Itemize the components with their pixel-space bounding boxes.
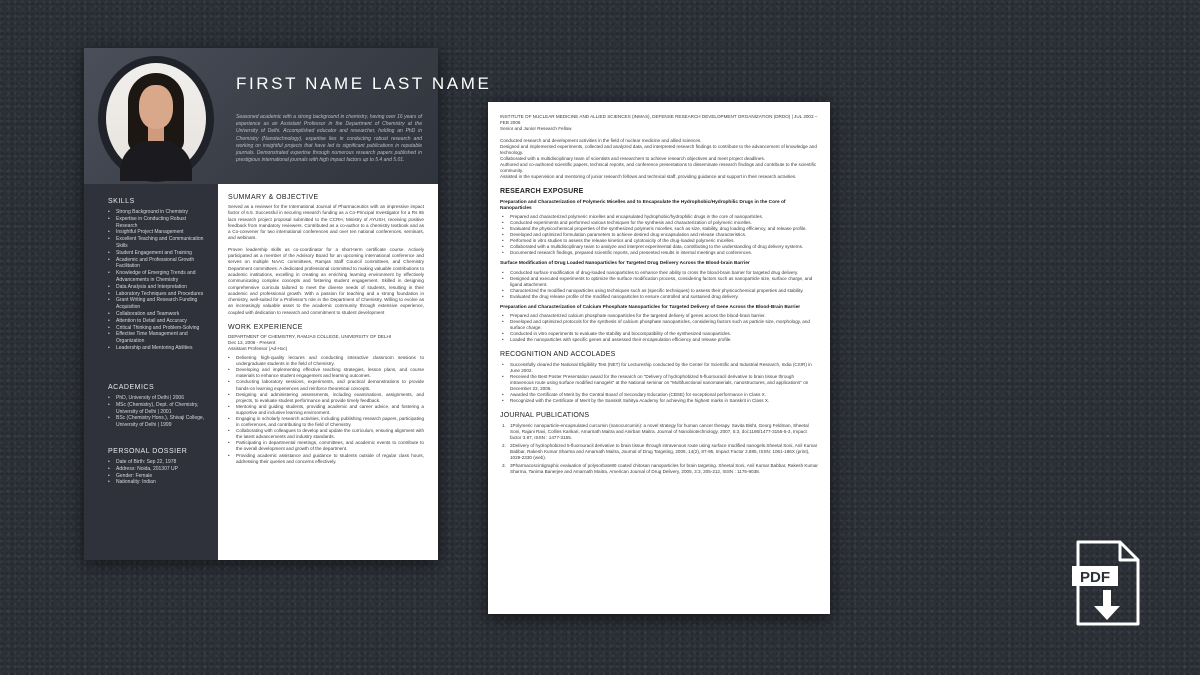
skills-list xyxy=(108,209,208,352)
dossier-list xyxy=(108,459,208,486)
inmas-duty-line: Collaborated with a multidisciplinary team of scientists and researchers to achieve research objectives and meet project deadlines. xyxy=(500,156,766,161)
skill-item: • Academic and Professional Growth Facilitation xyxy=(108,257,208,271)
skills-title: SKILLS xyxy=(108,198,135,205)
skill-item: • Effective Time Management and Organization xyxy=(108,331,208,345)
project-item: • Evaluated the drug release profile of the modified nanoparticles to ensure controlled and sustained drug delivery. xyxy=(500,294,818,300)
work-dates: Dec 13, 2006 - Present xyxy=(228,340,276,346)
project-items xyxy=(500,270,818,300)
inmas-duty-line: Assisted in the supervision and mentoring of junior research fellows and technical staff, providing guidance and support in their research activities. xyxy=(500,174,797,179)
header-summary: Seasoned academic with a strong background in chemistry, having over 16 years of experience as an Assistant Professor in the Department of Chemistry at the University of Delhi. Accomplished educator and researcher, holding an PhD in Chemistry (Nanotechnology), expertise lies in conducting robust research and working on insightful projects that have led to significant publications in reputable journals. Demonstrated expertise through numerous research papers published in prestigious international journals with high impact factors up to 5.4 and 5.01. xyxy=(236,114,422,164)
work-org: DEPARTMENT OF CHEMISTRY, RAMJAS COLLEGE, UNIVERSITY OF DELHI xyxy=(228,334,392,340)
resume-main-column xyxy=(228,194,424,465)
project-item: • Prepared and characterized polymeric micelles and encapsulated hydrophobic/hydrophilic drugs in the core of nanoparticles. xyxy=(500,214,818,220)
publication-item xyxy=(500,463,818,475)
project-item: • Evaluated the physicochemical properties of the synthesized polymeric micelles, such as size, stability, drug loading efficiency, and release profile. xyxy=(500,226,818,232)
publication-text: 1Polymeric nanoparticle-encapsulated curcumin (nanocurcumin): a novel strategy for human cancer therapy. Savita Bisht, Georg Feldman, Sheetal Soni, Rajani Ravi, Collins Karikari, Amarnath Maitra and Anirban Maitra. Journal of Nanobiotechnology, 2007, 5:3, doi:1186/1477-3155-5-3, Impact factor 3.87, ISSN : 1477-3155. xyxy=(510,422,809,440)
recognition-item: • Recognized with the Certificate of Merit by the Sanskrit Sahitya Academy for achieving the highest marks in Sanskrit in Class X. xyxy=(500,398,818,404)
research-exposure-title: RESEARCH EXPOSURE xyxy=(500,188,584,195)
academics-title: ACADEMICS xyxy=(108,384,155,391)
project-item: • Conducted experiments and performed various techniques for the synthesis and characterization of polymeric micelles. xyxy=(500,220,818,226)
skill-item: • Leadership and Mentoring Abilities xyxy=(108,345,208,352)
project-item: • Characterized the modified nanoparticles using techniques such as (specific techniques) to assess their physicochemical properties and stability. xyxy=(500,288,818,294)
skills-section xyxy=(108,198,208,352)
pdf-label: PDF xyxy=(1080,569,1110,586)
inmas-duty-line: Authored and co-authored scientific papers, technical reports, and conference presentations to disseminate research findings and contribute to the scientific community. xyxy=(500,162,817,173)
recognition-item: • Received the Best Poster Presentation award for the research on "Delivery of hydrophobized 5-fluorouracil derivative to brain tissue through intravenous route using surface modified nanogels" at the National seminar on "Multifunctional nanomaterials, nanostructures, and applications" on December 23, 2006. xyxy=(500,374,818,392)
project-items xyxy=(500,313,818,343)
inmas-role: Senior and Junior Research Fellow xyxy=(500,126,572,131)
profile-photo xyxy=(106,63,206,174)
recognition-title: RECOGNITION AND ACCOLADES xyxy=(500,350,616,358)
work-experience-title: WORK EXPERIENCE xyxy=(228,324,303,332)
skill-item: • Collaboration and Teamwork xyxy=(108,311,208,318)
project-item: • Documented research findings, prepared scientific reports, and presented results in internal meetings and conferences. xyxy=(500,250,818,256)
recognition-item: • Awarded the Certificate of Merit by the Central Board of Secondary Education (CBSE) for exceptional performance in Class X. xyxy=(500,392,818,398)
work-duty-item: • Delivering high-quality lectures and conducting interactive classroom sessions to undergraduate students in the field of Chemistry. xyxy=(228,355,424,367)
work-role: Assistant Professor (Ad-Hoc) xyxy=(228,346,288,352)
publication-item xyxy=(500,443,818,461)
work-duty-item: • Conducting laboratory sessions, experiments, and practical demonstrations to provide hands-on learning experiences and reinforce theoretical concepts. xyxy=(228,379,424,391)
work-duty-item: • Collaborating with colleagues to develop and update the curriculum, ensuring alignment with the latest advancements and industry standards. xyxy=(228,428,424,440)
dossier-item: • Nationality: Indian xyxy=(108,479,208,486)
project-item: • Collaborated with a multidisciplinary team to analyze and interpret experimental data, contributing to the understanding of drug delivery systems. xyxy=(500,244,818,250)
summary-objective-title: SUMMARY & OBJECTIVE xyxy=(228,194,319,201)
project-title: Preparation and Characterization of Calcium Phosphate Nanoparticles for Targeted Delivery of Gene Across the Blood-Brain Barrier xyxy=(500,304,801,310)
project-item: • Conducted in vitro experiments to evaluate the stability and biocompatibility of the synthesized nanoparticles. xyxy=(500,331,818,337)
project-title: Preparation and Characterization of Polymeric Micelles and to Encapsulate the Hydrophobic/Hydrophilic Drugs in the Core of Nanoparticles xyxy=(500,200,786,212)
academics-section xyxy=(108,384,208,429)
publication-text: 2Delivery of hydrophobized 5-fluorouracil derivative to brain tissue through intravenous route using surface modified nanogels.Sheetal Soni, Anil Kumar Babbar, Rakesh Kumar Sharma and Amarnath Maitra, Journal of Drug Targeting, 2006, 14(2), 87-95, Impact Factor 2.885, ISSN: 1061-186X (print), 1029-2330 (web). xyxy=(510,442,818,460)
project-items xyxy=(500,214,818,256)
resume-page-2 xyxy=(488,102,830,614)
page2-content xyxy=(500,114,818,477)
project-item: • Developed and optimized formulation parameters to achieve desired drug encapsulation and release characteristics. xyxy=(500,232,818,238)
skill-item: • Critical Thinking and Problem-Solving xyxy=(108,325,208,332)
work-duty-item: • Designing and administering assessments, including examinations, assignments, and projects, to evaluate student performance and provide timely feedback. xyxy=(228,392,424,404)
work-duty-item: • Mentoring and guiding students, providing academic and career advice, and fostering a supportive and inclusive learning environment. xyxy=(228,404,424,416)
work-duty-item: • Engaging in scholarly research activities, including publishing research papers, participating in conferences, and contributing to the field of Chemistry. xyxy=(228,416,424,428)
skill-item: • Excellent Teaching and Communication Skills xyxy=(108,236,208,250)
skill-item: • Knowledge of Emerging Trends and Advancements in Chemistry xyxy=(108,270,208,284)
skill-item: • Student Engagement and Training xyxy=(108,250,208,257)
inmas-duty-line: Designed and implemented experiments, collected and analyzed data, and interpreted research findings to contribute to the advancement of knowledge and technology. xyxy=(500,144,817,155)
candidate-name: FIRST NAME LAST NAME xyxy=(236,74,492,93)
resume-sidebar xyxy=(84,184,218,560)
dossier-item: • Address: Noida, 201307 UP xyxy=(108,466,208,473)
academics-list xyxy=(108,395,208,429)
skill-item: • Strong Background in Chemistry xyxy=(108,209,208,216)
project-item: • Performed in vitro studies to assess the release kinetics and cytotoxicity of the drug-loaded polymeric micelles. xyxy=(500,238,818,244)
inmas-org: INSTITUTE OF NUCLEAR MEDICINE AND ALLIED SCIENCES (INMAS), DEFENSE RESEARCH DEVELOPMENT ORGANIZATION (DRDO) | JUL 2003 – FEB 2006 xyxy=(500,114,818,125)
work-duty-item: • Developing and implementing effective teaching strategies, lesson plans, and course materials to enhance student engagement and learning outcomes. xyxy=(228,367,424,379)
skill-item: • Insightful Project Management xyxy=(108,229,208,236)
recognition-list xyxy=(500,362,818,404)
project-item: • Conducted surface modification of drug-loaded nanoparticles to enhance their ability to cross the blood-brain barrier for targeted drug delivery. xyxy=(500,270,818,276)
dossier-section xyxy=(108,448,208,486)
pdf-download-icon[interactable] xyxy=(1072,540,1142,628)
skill-item: • Attention to Detail and Accuracy xyxy=(108,318,208,325)
project-item: • Prepared and characterized calcium phosphate nanoparticles for the targeted delivery of genes across the blood-brain barrier. xyxy=(500,313,818,319)
skill-item: • Expertise in Conducting Robust Research xyxy=(108,216,208,230)
skill-item: • Grant Writing and Research Funding Acquisition xyxy=(108,297,208,311)
inmas-duties xyxy=(500,138,818,180)
dossier-title: PERSONAL DOSSIER xyxy=(108,448,188,455)
research-projects xyxy=(500,200,818,343)
publication-number: 3. xyxy=(502,462,506,468)
skill-item: • Data Analysis and Interpretation xyxy=(108,284,208,291)
resume-header xyxy=(84,48,492,184)
resume-page-1 xyxy=(84,48,492,560)
publication-number: 1. xyxy=(502,422,506,428)
dossier-item: • Gender: Female xyxy=(108,473,208,480)
publication-text: 3Pharmacoscintigraphic evaluation of polysorbate80 coated chitosan nanoparticles for brain targeting. Sheetal Soni, Anil Kumar Babbar, Rakesh Kumar Sharma, Tanima Banerjee and Amarnath Maitra, American Journal of Drug Delivery, 2005, 3:3, 205-212, ISSN : 1175-9038. xyxy=(510,462,818,474)
recognition-item: • Successfully cleared the National Eligibility Test (NET) for Lectureship conducted by the Center for Scientific and Industrial Research, India (CSIR) in June 2002. xyxy=(500,362,818,374)
publication-number: 2. xyxy=(502,442,506,448)
publications-title: JOURNAL PUBLICATIONS xyxy=(500,411,590,419)
work-duty-item: • Participating in departmental meetings, committees, and academic events to contribute to the overall development and growth of the department. xyxy=(228,440,424,452)
publications-list xyxy=(500,423,818,475)
work-duties-list xyxy=(228,355,424,465)
work-duty-item: • Providing academic assistance and guidance to students outside of regular class hours, addressing their queries and concerns effectively. xyxy=(228,453,424,465)
academic-item: • PhD, University of Delhi | 2006 xyxy=(108,395,208,402)
dossier-item: • Date of Birth: Sep 22, 1978 xyxy=(108,459,208,466)
inmas-duty-line: Conducted research and development activities in the field of nuclear medicine and allied sciences. xyxy=(500,138,702,143)
project-title: Surface Modification of Drug Loaded Nanoparticles for Targeted Drug Delivery Across the Blood-brain Barrier xyxy=(500,261,750,267)
publication-item xyxy=(500,423,818,441)
project-item: • Developed and optimized protocols for the synthesis of calcium phosphate nanoparticles, considering factors such as particle size, morphology, and surface charge. xyxy=(500,319,818,331)
academic-item: • BSc (Chemistry Hons.), Shivaji College, University of Delhi | 1999 xyxy=(108,415,208,429)
summary-paragraph: Served as a reviewer for the International Journal of Pharmaceutics with an impressive impact factor of 6.5. Successful in securing research funding as a Co-Principal Investigator for a Rs 65 lacs research project proposal submitted to the CCRH, Ministry of AYUSH, receiving positive feedback from mandatory reviewers. Contributed as a co-author to a chemistry textbook and as a Co-convener for two international conferences and over ten national conferences, seminars, and webinars. xyxy=(228,204,424,241)
summary-paragraph: Proven leadership skills as co-coordinator for a short-term certificate course. Actively participated as a member of the Advisory Board for an upcoming international conference and serves on multiple NAAC committees, Ramjas Staff Council committees, and Chemistry Department committees. A dedicated professional committed to making valuable contributions to academic institutions, excelling in creating an enriching learning environment by effectively communicating complex concepts and fostering student engagement. Skilled in designing comprehensive curricula tailored to meet the diverse needs of students, resulting in their academic and professional growth. With a passion for teaching and a strong foundation in chemistry, well-suited for a Professor's role in the Department of Chemistry. Willing to evolve as an increasingly valuable asset to the academic community through extensive experience, coupled with dedication to research and commitment to student development xyxy=(228,246,424,315)
skill-item: • Laboratory Techniques and Procedures xyxy=(108,291,208,298)
project-item: • Loaded the nanoparticles with specific genes and assessed their encapsulation efficiency and release profile. xyxy=(500,337,818,343)
academic-item: • MSc (Chemistry), Dept. of Chemistry, University of Delhi | 2001 xyxy=(108,402,208,416)
project-item: • Designed and executed experiments to optimize the surface modification process, considering factors such as nanoparticle size, surface charge, and ligand attachment. xyxy=(500,276,818,288)
